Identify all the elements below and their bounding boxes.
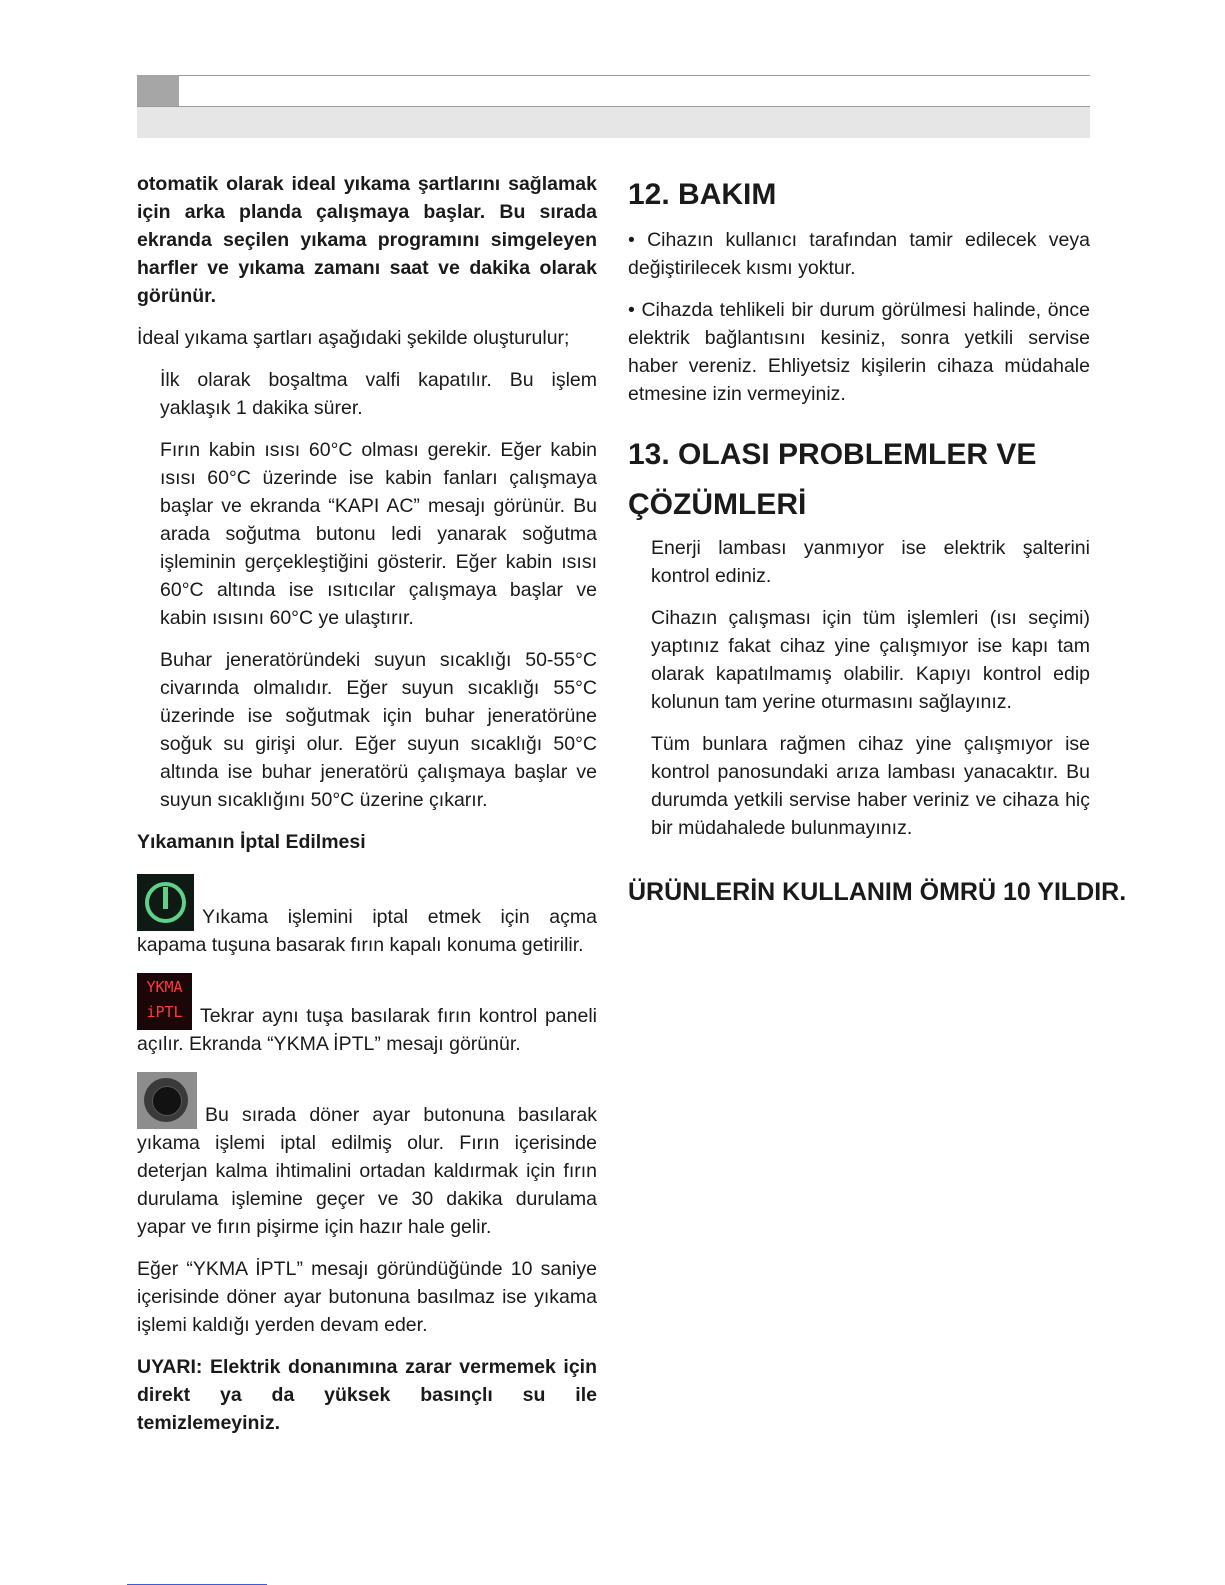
step-cabin-temperature: Fırın kabin ısısı 60°C olması gerekir. Eğer kabin ısısı 60°C üzerinde ise kabin fanları çalışmaya başlar ve ekranda “KAPI AC” mesajı görünür. Bu arada soğutma butonu ledi yanarak soğutma işleminin gerçekleştiğini gösterir. Eğer kabin ısısı 60°C altında ise ısıtıcılar çalışmaya başlar ve kabin ısısını 60°C ye ulaştırır. bbox=[160, 439, 597, 629]
cancel-power-text: Yıkama işlemini iptal etmek için açma kapama tuşuna basarak fırın kapalı konuma getirilir. bbox=[137, 906, 597, 956]
problem-item-2: Cihazın çalışması için tüm işlemleri (ısı seçimi) yaptınız fakat cihaz yine çalışmıyor ise kapı tam olarak kapatılmamış olabilir. Kapıyı kontrol edip kolunun tam yerine oturmasını sağlayınız. bbox=[651, 607, 1090, 713]
maintenance-item-1: • Cihazın kullanıcı tarafından tamir edilecek veya değiştirilecek kısmı yoktur. bbox=[628, 229, 1090, 279]
header-square bbox=[137, 75, 179, 107]
maintenance-item-2: • Cihazda tehlikeli bir durum görülmesi halinde, önce elektrik bağlantısını kesiniz, sonra yetkili servise haber vereniz. Ehliyetsiz kişilerin cihaza müdahale etmesine izin vermeyiniz. bbox=[628, 299, 1090, 405]
lcd-display-icon bbox=[137, 973, 192, 1030]
cancel-again-text: Tekrar aynı tuşa basılarak fırın kontrol paneli açılır. Ekranda “YKMA İPTL” mesajı görünür. bbox=[137, 1005, 597, 1055]
cancel-again-paragraph bbox=[137, 973, 597, 1058]
problem-item-1: Enerji lambası yanmıyor ise elektrik şalterini kontrol ediniz. bbox=[651, 537, 1090, 587]
header-rule-top bbox=[137, 75, 1090, 76]
problems-title: 13. OLASI PROBLEMLER VE ÇÖZÜMLERİ bbox=[628, 438, 1037, 521]
intro-paragraph: otomatik olarak ideal yıkama şartlarını sağlamak için arka planda çalışmaya başlar. Bu sırada ekranda seçilen yıkama programını simgeleyen harfler ve yıkama zamanı saat ve dakika olarak görünür. bbox=[137, 173, 597, 307]
maintenance-title: 12. BAKIM bbox=[628, 178, 777, 211]
header-band bbox=[137, 107, 1090, 138]
cancel-wash-heading: Yıkamanın İptal Edilmesi bbox=[137, 831, 366, 853]
step-steam-generator: Buhar jeneratöründeki suyun sıcaklığı 50-55°C civarında olmalıdır. Eğer suyun sıcaklığı 55°C üzerinde ise soğutmak için buhar jeneratörüne soğuk su girişi olur. Eğer suyun sıcaklığı 50°C altında ise buhar jeneratörü çalışmaya başlar ve suyun sıcaklığını 50°C üzerine çıkarır. bbox=[160, 649, 597, 811]
lcd-line-2: iPTL bbox=[146, 1003, 183, 1021]
timeout-paragraph: Eğer “YKMA İPTL” mesajı göründüğünde 10 saniye içerisinde döner ayar butonuna basılmaz ise yıkama işlemi kaldığı yerden devam eder. bbox=[137, 1258, 597, 1336]
step-drain-valve: İlk olarak boşaltma valfi kapatılır. Bu işlem yaklaşık 1 dakika sürer. bbox=[160, 369, 597, 419]
cancel-knob-text: Bu sırada döner ayar butonuna basılarak yıkama işlemi iptal edilmiş olur. Fırın içerisinde deterjan kalma ihtimalini ortadan kaldırmak için fırın durulama işlemine geçer ve 30 dakika durulama yapar ve fırın pişirme için hazır hale gelir. bbox=[137, 1104, 597, 1238]
cancel-power-paragraph bbox=[137, 874, 597, 959]
problem-item-3: Tüm bunlara rağmen cihaz yine çalışmıyor ise kontrol panosundaki arıza lambası yanacaktır. Bu durumda yetkili servise haber veriniz ve cihaza hiç bir müdahalede bulunmayınız. bbox=[651, 733, 1090, 839]
right-column bbox=[628, 170, 1127, 922]
rotary-knob-icon bbox=[137, 1072, 197, 1129]
left-column bbox=[137, 170, 597, 1451]
warning-paragraph: UYARI: Elektrik donanımına zarar vermemek için direkt ya da yüksek basınçlı su ile temizlemeyiniz. bbox=[137, 1356, 597, 1434]
product-lifetime-notice: ÜRÜNLERİN KULLANIM ÖMRÜ 10 YILDIR. bbox=[628, 878, 1127, 906]
cancel-knob-paragraph bbox=[137, 1072, 597, 1241]
ideal-conditions-heading: İdeal yıkama şartları aşağıdaki şekilde oluşturulur; bbox=[137, 327, 570, 349]
power-button-icon bbox=[137, 874, 194, 931]
lcd-line-1: YKMA bbox=[146, 978, 183, 996]
